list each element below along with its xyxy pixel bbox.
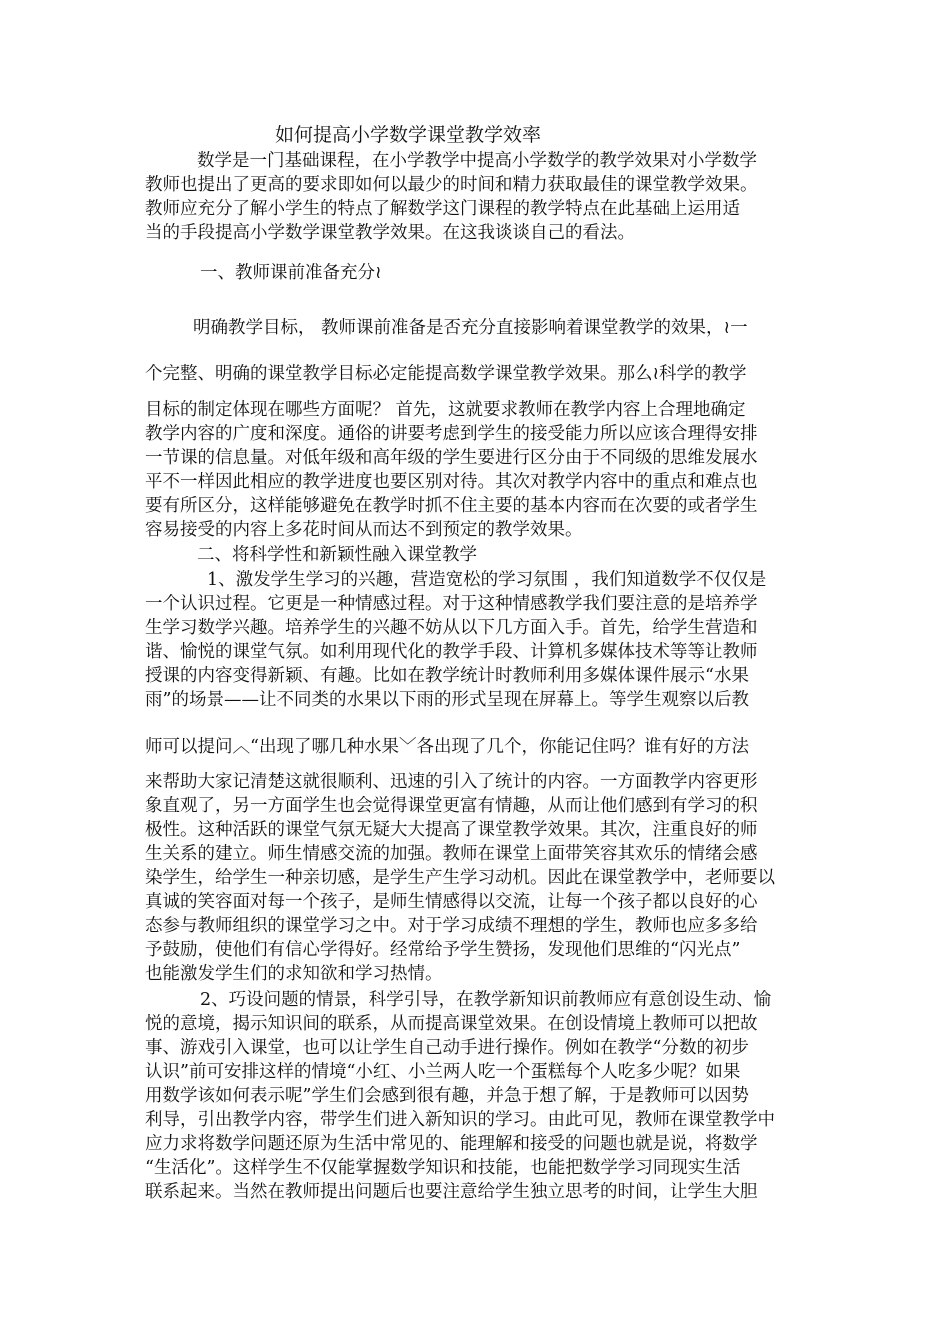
paragraph-line: 1、激发学生学习的兴趣，营造宽松的学习氛围 ，我们知道数学不仅仅是 xyxy=(207,570,767,590)
paragraph-line: 目标的制定体现在哪些方面呢？ 首先，这就要求教师在教学内容上合理地确定 xyxy=(145,400,746,420)
paragraph-line: 事、游戏引入课堂，也可以让学生自己动手进行操作。例如在教学“分数的初步 xyxy=(145,1038,749,1058)
paragraph-line: 平不一样因此相应的教学进度也要区别对待。其次对教学内容中的重点和难点也 xyxy=(145,472,758,492)
paragraph-line: 2、巧设问题的情景，科学引导，在教学新知识前教师应有意创设生动、愉 xyxy=(200,990,772,1010)
paragraph-line: 用数学该如何表示呢”学生们会感到很有趣，并急于想了解，于是教师可以因势 xyxy=(145,1086,749,1106)
paragraph-line: 雨”的场景——让不同类的水果以下雨的形式呈现在屏幕上。等学生观察以后教 xyxy=(145,690,749,710)
paragraph-line: 要有所区分，这样能够避免在教学时抓不住主要的基本内容而在次要的或者学生 xyxy=(145,496,758,516)
paragraph-line: 认识”前可安排这样的情境“小红、小兰两人吃一个蛋糕每个人吃多少呢？如果 xyxy=(145,1062,741,1082)
paragraph-line: 真诚的笑容面对每一个孩子，是师生情感得以交流，让每一个孩子都以良好的心 xyxy=(145,892,758,912)
paragraph-line: 极性。这种活跃的课堂气氛无疑大大提高了课堂教学效果。其次，注重良好的师 xyxy=(145,820,758,840)
paragraph-line: 师可以提问︿“出现了哪几种水果﹀各出现了几个，你能记住吗？谁有好的方法 xyxy=(145,737,749,757)
paragraph-line: 悦的意境，揭示知识间的联系，从而提高课堂效果。在创设情境上教师可以把故 xyxy=(145,1014,758,1034)
section-heading: 二、将科学性和新颖性融入课堂教学 xyxy=(197,545,477,565)
paragraph-line: 态参与教师组织的课堂学习之中。对于学习成绩不理想的学生，教师也应多多给 xyxy=(145,916,758,936)
paragraph-line: “生活化”。这样学生不仅能掌握数学知识和技能，也能把数学学习同现实生活 xyxy=(145,1158,741,1178)
paragraph-line: 联系起来。当然在教师提出问题后也要注意给学生独立思考的时间，让学生大胆 xyxy=(145,1182,758,1202)
paragraph-line: 谐、愉悦的课堂气氛。如利用现代化的教学手段、计算机多媒体技术等等让教师 xyxy=(145,642,758,662)
paragraph-line: 教师也提出了更高的要求即如何以最少的时间和精力获取最佳的课堂教学效果。 xyxy=(145,175,758,195)
paragraph-line: 教师应充分了解小学生的特点了解数学这门课程的教学特点在此基础上运用适 xyxy=(145,199,740,219)
paragraph-line: 也能激发学生们的求知欲和学习热情。 xyxy=(145,964,443,984)
paragraph-line: 一个认识过程。它更是一种情感过程。对于这种情感教学我们要注意的是培养学 xyxy=(145,594,758,614)
document-title: 如何提高小学数学课堂教学效率 xyxy=(275,124,542,146)
paragraph-line: 一节课的信息量。对低年级和高年级的学生要进行区分由于不同级的思维发展水 xyxy=(145,448,758,468)
paragraph-line: 利导，引出教学内容，带学生们进入新知识的学习。由此可见，教师在课堂教学中 xyxy=(145,1110,775,1130)
section-heading: 一、教师课前准备充分≀ xyxy=(200,263,382,283)
paragraph-line: 教学内容的广度和深度。通俗的讲要考虑到学生的接受能力所以应该合理得安排 xyxy=(145,424,758,444)
paragraph-line: 生关系的建立。师生情感交流的加强。教师在课堂上面带笑容其欢乐的情绪会感 xyxy=(145,844,758,864)
paragraph-line: 个完整、明确的课堂教学目标必定能提高数学课堂教学效果。那么≀科学的教学 xyxy=(145,364,747,384)
paragraph-line: 容易接受的内容上多花时间从而达不到预定的教学效果。 xyxy=(145,520,583,540)
paragraph-line: 生学习数学兴趣。培养学生的兴趣不妨从以下几方面入手。首先，给学生营造和 xyxy=(145,618,758,638)
paragraph-line: 予鼓励，使他们有信心学得好。经常给予学生赞扬，发现他们思维的“闪光点” xyxy=(145,940,741,960)
paragraph-line: 数学是一门基础课程，在小学教学中提高小学数学的教学效果对小学数学 xyxy=(197,151,757,171)
paragraph-line: 象直观了，另一方面学生也会觉得课堂更富有情趣，从而让他们感到有学习的积 xyxy=(145,796,758,816)
paragraph-line: 明确教学目标， 教师课前准备是否充分直接影响着课堂教学的效果，≀一 xyxy=(193,318,748,338)
paragraph-line: 授课的内容变得新颖、有趣。比如在教学统计时教师利用多媒体课件展示“水果 xyxy=(145,666,749,686)
paragraph-line: 当的手段提高小学数学课堂教学效果。在这我谈谈自己的看法。 xyxy=(145,223,635,243)
paragraph-line: 染学生，给学生一种亲切感，是学生产生学习动机。因此在课堂教学中，老师要以 xyxy=(145,868,775,888)
paragraph-line: 来帮助大家记清楚这就很顺利、迅速的引入了统计的内容。一方面教学内容更形 xyxy=(145,772,758,792)
paragraph-line: 应力求将数学问题还原为生活中常见的、能理解和接受的问题也就是说，将数学 xyxy=(145,1134,758,1154)
